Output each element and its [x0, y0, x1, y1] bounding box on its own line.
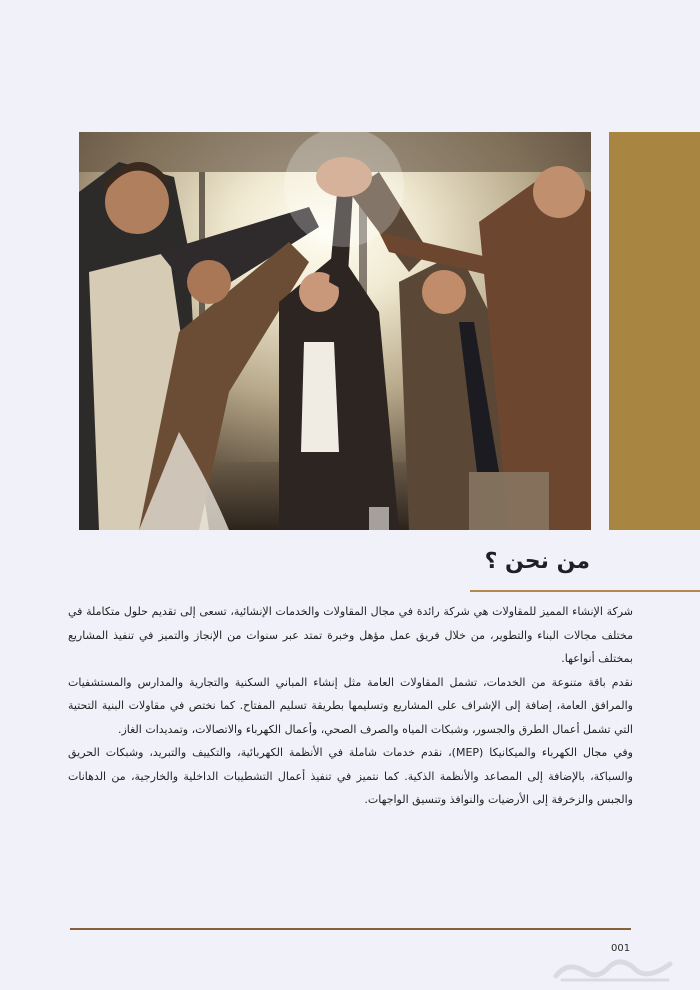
- footer-divider: [70, 928, 631, 930]
- about-body-text: [68, 600, 633, 812]
- team-high-five-photo: [79, 132, 591, 530]
- section-title: من نحن ؟: [484, 549, 590, 574]
- body-paragraph: نقدم باقة متنوعة من الخدمات، تشمل المقاولات العامة مثل إنشاء المباني السكنية والتجارية والمدارس والمستشفيات والمرافق العامة، إضافة إلى الإشراف على المشاريع وتسليمها بطريقة تسليم المفتاح. كما نختص في مقاولات البنية التحتية التي تشمل أعمال الطرق والجسور، وشبكات المياه والصرف الصحي، وأعمال الكهرباء والاتصالات، وتمديدات الغاز.: [68, 675, 633, 736]
- decorative-gold-panel: [609, 132, 700, 530]
- body-paragraph: وفي مجال الكهرباء والميكانيكا (MEP)، نقدم خدمات شاملة في الأنظمة الكهربائية، والتكييف والتبريد، وشبكات الحريق والسباكة، بالإضافة إلى المصاعد والأنظمة الذكية. كما نتميز في تنفيذ أعمال التشطيبات الداخلية والخارجية، من الدهانات والجبس والزخرفة إلى الأرضيات والنوافذ وتنسيق الواجهات.: [68, 746, 633, 806]
- body-paragraph: شركة الإنشاء المميز للمقاولات هي شركة رائدة في مجال المقاولات والخدمات الإنشائية، تسعى إلى تقديم حلول متكاملة في مختلف مجالات البناء والتطوير، من خلال فريق عمل مؤهل وخبرة تمتد عبر سنوات من الإنجاز والتميز في تنفيذ المشاريع بمختلف أنواعها.: [68, 605, 633, 665]
- title-underline: [470, 590, 700, 592]
- team-photo-illustration: [79, 132, 591, 530]
- watermark-logo-icon: [548, 950, 678, 986]
- page-number: 001: [611, 943, 631, 954]
